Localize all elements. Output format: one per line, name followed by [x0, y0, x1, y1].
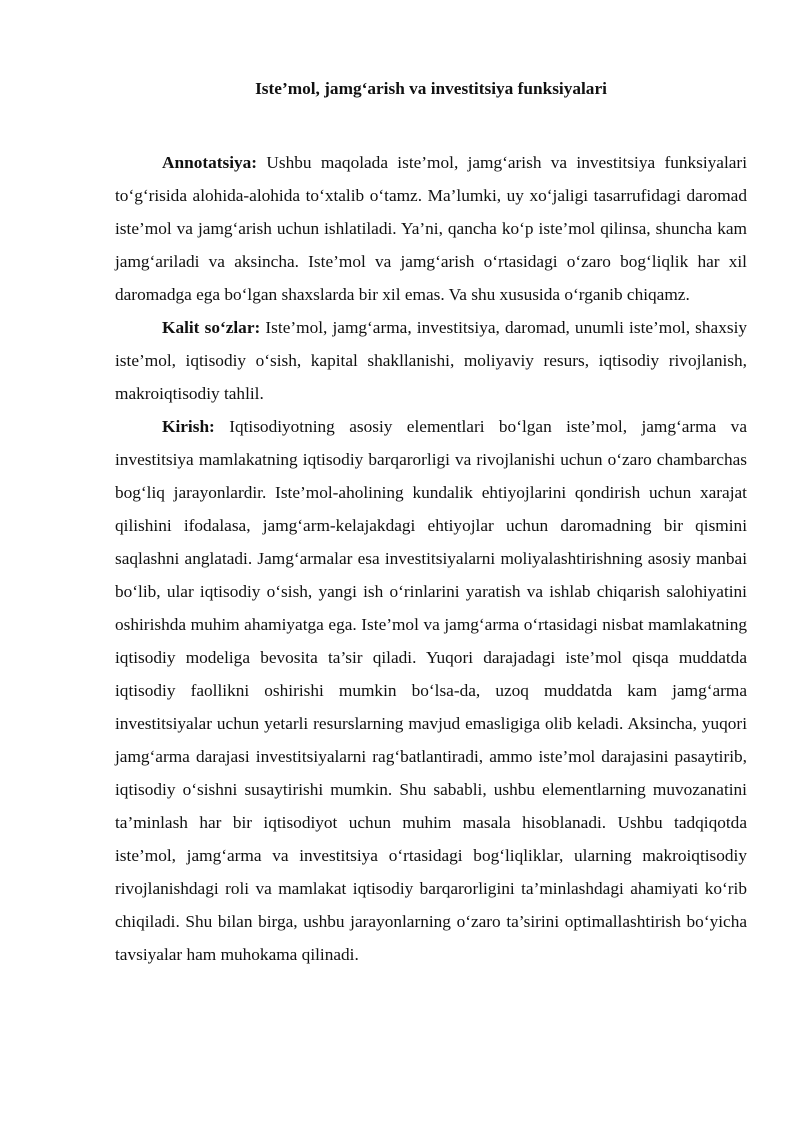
document-page: [115, 62, 747, 971]
introduction-heading: Kirish:: [162, 417, 215, 436]
introduction-text: Iqtisodiyotning asosiy elementlari bo‘lgan iste’mol, jamg‘arma va investitsiya mamlakatning iqtisodiy barqarorligi va rivojlanishi uchun o‘zaro chambarchas bog‘liq jarayonlardir. Iste’mol-aholining kundalik ehtiyojlarini qondirish uchun xarajat qilishini ifodalasa, jamg‘arm-kelajakdagi ehtiyojlar uchun daromadning bir qismini saqlashni anglatadi. Jamg‘armalar esa investitsiyalarni moliyalashtirishning asosiy manbai bo‘lib, ular iqtisodiy o‘sish, yangi ish o‘rinlarini yaratish va ishlab chiqarish salohiyatini oshirishda muhim ahamiyatga ega. Iste’mol va jamg‘arma o‘rtasidagi nisbat mamlakatning iqtisodiy modeliga bevosita ta’sir qiladi. Yuqori darajadagi iste’mol qisqa muddatda iqtisodiy faollikni oshirishi mumkin bo‘lsa-da, uzoq muddatda kam jamg‘arma investitsiyalar uchun yetarli resurslarning mavjud emasligiga olib keladi. Aksincha, yuqori jamg‘arma darajasi investitsiyalarni rag‘batlantiradi, ammo iste’mol darajasini pasaytirib, iqtisodiy o‘sishni susaytirishi mumkin. Shu sababli, ushbu elementlarning muvozanatini ta’minlash har bir iqtisodiyot uchun muhim masala hisoblanadi. Ushbu tadqiqotda iste’mol, jamg‘arma va investitsiya o‘rtasidagi bog‘liqliklar, ularning makroiqtisodiy rivojlanishdagi roli va mamlakat iqtisodiy barqarorligini ta’minlashdagi ahamiyati ko‘rib chiqiladi. Shu bilan birga, ushbu jarayonlarning o‘zaro ta’sirini optimallashtirish bo‘yicha tavsiyalar ham muhokama qilinadi.: [115, 417, 747, 964]
abstract-paragraph: [115, 146, 747, 311]
keywords-paragraph: [115, 311, 747, 410]
abstract-heading: Annotatsiya:: [162, 153, 258, 172]
abstract-text: Ushbu maqolada iste’mol, jamg‘arish va investitsiya funksiyalari to‘g‘risida alohida-alohida to‘xtalib o‘tamz. Ma’lumki, uy xo‘jaligi tasarrufidagi daromad iste’mol va jamg‘arish uchun ishlatiladi. Ya’ni, qancha ko‘p iste’mol qilinsa, shuncha kam jamg‘ariladi va aksincha. Iste’mol va jamg‘arish o‘rtasidagi o‘zaro bog‘liqlik har xil daromadga ega bo‘lgan shaxslarda bir xil emas. Va shu xususida o‘rganib chiqamz.: [115, 153, 747, 304]
keywords-heading: Kalit so‘zlar:: [162, 318, 261, 337]
introduction-paragraph: [115, 410, 747, 971]
document-title: Iste’mol, jamg‘arish va investitsiya funksiyalari: [255, 79, 607, 98]
keywords-text: Iste’mol, jamg‘arma, investitsiya, daromad, unumli iste’mol, shaxsiy iste’mol, iqtisodiy o‘sish, kapital shakllanishi, moliyaviy resurs, iqtisodiy rivojlanish, makroiqtisodiy tahlil.: [115, 318, 748, 403]
